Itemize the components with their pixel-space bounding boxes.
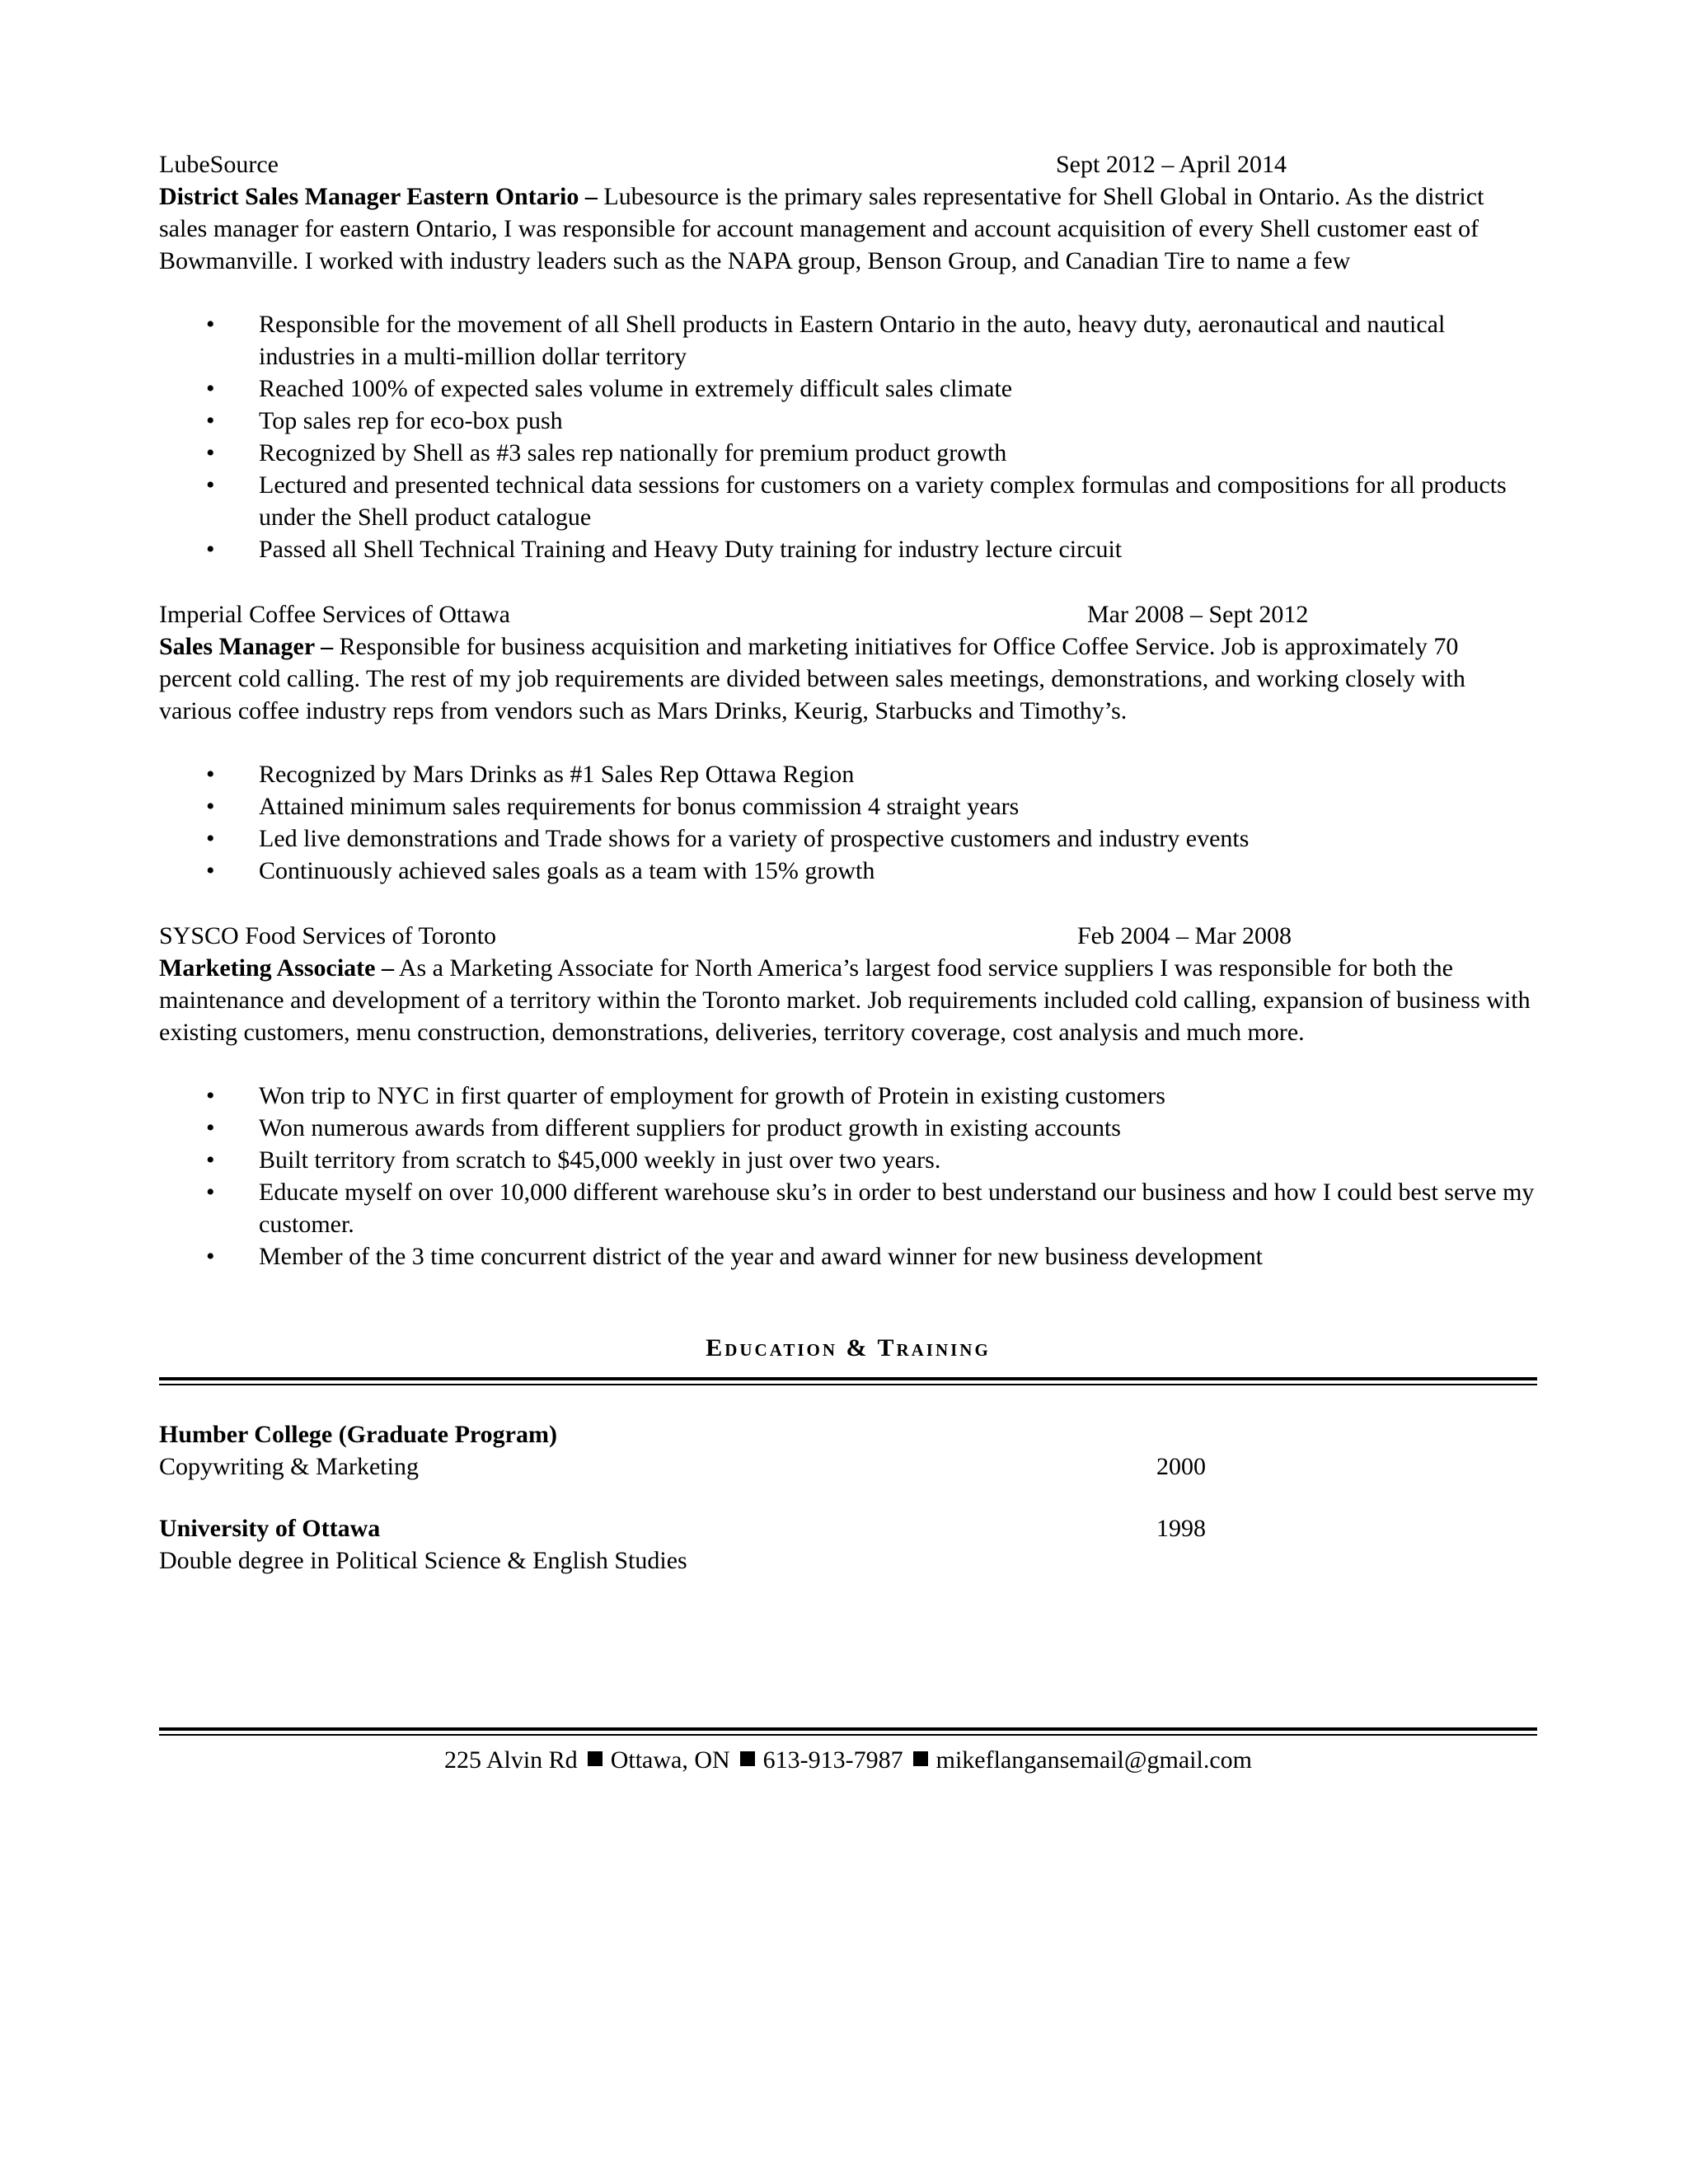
- list-item: [159, 790, 1537, 823]
- job-entry-sysco: [159, 920, 1537, 1272]
- list-item-text: Responsible for the movement of all Shell products in Eastern Ontario in the auto, heavy duty, aeronautical and nautical industries in a multi-million dollar territory: [259, 311, 1446, 370]
- contact-footer: [159, 1744, 1537, 1776]
- contact-phone: 613-913-7987: [762, 1746, 903, 1774]
- job-title: Sales Manager –: [159, 633, 334, 660]
- bullet-icon: •: [206, 1243, 215, 1270]
- job-achievements: [159, 758, 1537, 887]
- list-item-text: Led live demonstrations and Trade shows for a variety of prospective customers and industry events: [259, 825, 1250, 852]
- list-item: [159, 1112, 1537, 1144]
- job-summary: Responsible for business acquisition and marketing initiatives for Office Coffee Service. Job is approximately 70 percent cold calling. The rest of my job requirements are divided between sales meetings, demonstrations, and working closely with various coffee industry reps from vendors such as Mars Drinks, Keurig, Starbucks and Timothy’s.: [159, 633, 1465, 724]
- education-year: 2000: [1156, 1453, 1206, 1480]
- job-title: Marketing Associate –: [159, 954, 394, 982]
- bullet-icon: •: [206, 825, 215, 852]
- bullet-icon: •: [206, 536, 215, 563]
- bullet-icon: •: [206, 1114, 215, 1141]
- education-program: Double degree in Political Science & English Studies: [159, 1547, 687, 1574]
- list-item: [159, 758, 1537, 790]
- education-detail: [159, 1544, 1537, 1577]
- education-entry: [159, 1418, 1537, 1483]
- list-item: [159, 1176, 1537, 1240]
- list-item-text: Built territory from scratch to $45,000 weekly in just over two years.: [259, 1146, 941, 1174]
- job-header: [159, 148, 1537, 180]
- list-item-text: Passed all Shell Technical Training and Heavy Duty training for industry lecture circuit: [259, 536, 1123, 563]
- list-item-text: Attained minimum sales requirements for bonus commission 4 straight years: [259, 793, 1020, 820]
- job-description: [159, 952, 1537, 1048]
- job-dates: Mar 2008 – Sept 2012: [1087, 601, 1309, 628]
- list-item-text: Continuously achieved sales goals as a team with 15% growth: [259, 857, 875, 884]
- bullet-icon: •: [206, 1179, 215, 1206]
- job-company: Imperial Coffee Services of Ottawa: [159, 601, 510, 628]
- square-separator-icon: [588, 1751, 603, 1766]
- job-company: SYSCO Food Services of Toronto: [159, 922, 497, 949]
- education-list: [159, 1418, 1537, 1577]
- bullet-icon: •: [206, 1082, 215, 1109]
- education-school: University of Ottawa: [159, 1515, 381, 1542]
- job-summary: Lubesource is the primary sales representative for Shell Global in Ontario. As the district sales manager for eastern Ontario, I was responsible for account management and account acquisition of every Shell customer east of Bowmanville. I worked with industry leaders such as the NAPA group, Benson Group, and Canadian Tire to name a few: [159, 183, 1484, 274]
- bullet-icon: •: [206, 471, 215, 499]
- job-summary: As a Marketing Associate for North America’s largest food service suppliers I was responsible for both the maintenance and development of a territory within the Toronto market. Job requirements included cold calling, expansion of business with existing customers, menu construction, demonstrations, deliveries, territory coverage, cost analysis and much more.: [159, 954, 1531, 1046]
- list-item-text: Won numerous awards from different suppliers for product growth in existing accounts: [259, 1114, 1121, 1141]
- list-item-text: Reached 100% of expected sales volume in extremely difficult sales climate: [259, 375, 1013, 402]
- list-item: [159, 308, 1537, 373]
- list-item: [159, 533, 1537, 565]
- bullet-icon: •: [206, 793, 215, 820]
- job-header: [159, 598, 1537, 630]
- education-detail: [159, 1451, 1537, 1483]
- list-item: [159, 437, 1537, 469]
- square-separator-icon: [740, 1751, 755, 1766]
- job-description: [159, 630, 1537, 727]
- list-item: [159, 1240, 1537, 1272]
- list-item: [159, 373, 1537, 405]
- job-header: [159, 920, 1537, 952]
- bullet-icon: •: [206, 439, 215, 466]
- list-item: [159, 469, 1537, 533]
- bullet-icon: •: [206, 375, 215, 402]
- section-heading-education: Education & Training: [706, 1334, 991, 1361]
- education-header: [159, 1418, 1537, 1451]
- list-item-text: Recognized by Shell as #3 sales rep nationally for premium product growth: [259, 439, 1007, 466]
- bullet-icon: •: [206, 311, 215, 338]
- section-divider: [159, 1377, 1537, 1385]
- job-achievements: [159, 308, 1537, 565]
- education-year: 1998: [1156, 1515, 1206, 1542]
- job-description: [159, 180, 1537, 277]
- bullet-icon: •: [206, 1146, 215, 1174]
- list-item-text: Won trip to NYC in first quarter of employment for growth of Protein in existing customers: [259, 1082, 1165, 1109]
- job-dates: Feb 2004 – Mar 2008: [1077, 922, 1292, 949]
- list-item: [159, 1080, 1537, 1112]
- job-achievements: [159, 1080, 1537, 1272]
- bullet-icon: •: [206, 407, 215, 434]
- bullet-icon: •: [206, 857, 215, 884]
- square-separator-icon: [913, 1751, 928, 1766]
- bullet-icon: •: [206, 761, 215, 788]
- list-item: [159, 405, 1537, 437]
- education-entry: [159, 1512, 1537, 1577]
- list-item: [159, 855, 1537, 887]
- list-item-text: Lectured and presented technical data sessions for customers on a variety complex formulas and compositions for all products under the Shell product catalogue: [259, 471, 1507, 531]
- resume-content: [159, 148, 1537, 1577]
- education-school: Humber College (Graduate Program): [159, 1421, 557, 1448]
- job-company: LubeSource: [159, 151, 279, 178]
- contact-address: 225 Alvin Rd: [443, 1746, 578, 1774]
- education-header: [159, 1512, 1537, 1544]
- job-title: District Sales Manager Eastern Ontario –: [159, 183, 598, 210]
- job-dates: Sept 2012 – April 2014: [1056, 151, 1287, 178]
- education-program: Copywriting & Marketing: [159, 1453, 419, 1480]
- list-item-text: Top sales rep for eco-box push: [259, 407, 563, 434]
- footer-divider: [159, 1727, 1537, 1736]
- list-item-text: Recognized by Mars Drinks as #1 Sales Rep Ottawa Region: [259, 761, 855, 788]
- job-entry-lubesource: [159, 148, 1537, 565]
- list-item: [159, 1144, 1537, 1176]
- contact-email: mikeflangansemail@gmail.com: [935, 1746, 1252, 1774]
- list-item-text: Educate myself on over 10,000 different warehouse sku’s in order to best understand our business and how I could best serve my customer.: [259, 1179, 1535, 1238]
- contact-city: Ottawa, ON: [610, 1746, 730, 1774]
- list-item-text: Member of the 3 time concurrent district of the year and award winner for new business development: [259, 1243, 1263, 1270]
- job-entry-imperial-coffee: [159, 598, 1537, 887]
- list-item: [159, 823, 1537, 855]
